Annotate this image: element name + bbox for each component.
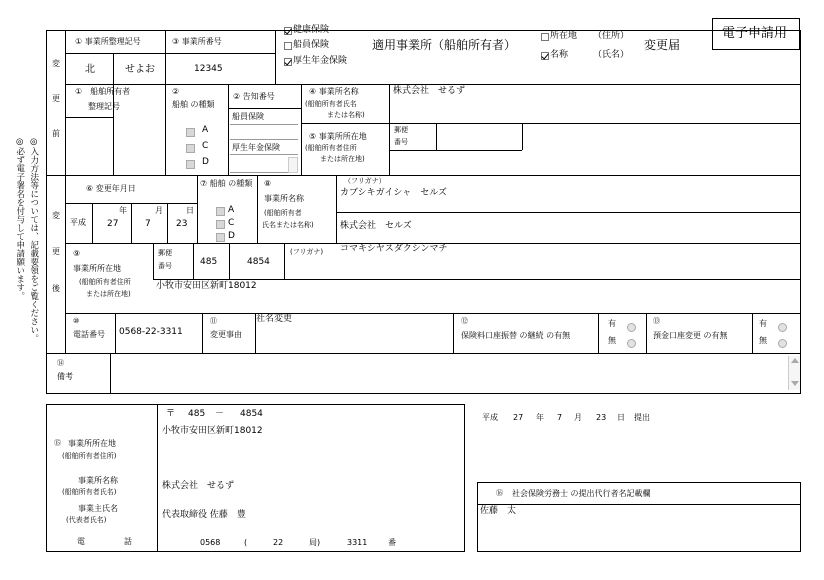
remarks-textarea[interactable] xyxy=(111,354,800,393)
agent-label-number: ⑯ xyxy=(496,489,503,497)
after-address-label-3: (船舶所有者住所 xyxy=(79,278,131,286)
submission-year-label: 年 xyxy=(536,413,544,422)
before-address-label-2: (船舶所有者住所 xyxy=(305,144,357,152)
before-section-label-3: 前 xyxy=(52,129,60,138)
after-month-label: 月 xyxy=(155,206,163,215)
before-name-label-2: (船舶所有者氏名 xyxy=(305,100,357,108)
phone-label: 電話番号 xyxy=(73,330,105,339)
submitter-phone-ban: 番 xyxy=(388,538,396,547)
before-ship-type-c-checkbox[interactable] xyxy=(186,144,195,153)
remarks-label: 備考 xyxy=(57,372,73,381)
after-postal-part1[interactable]: 485 xyxy=(200,257,218,267)
form-title-suffix: 変更届 xyxy=(644,38,681,52)
submission-month-label: 月 xyxy=(574,413,582,422)
after-month-value[interactable]: 7 xyxy=(145,219,151,229)
reason-value[interactable]: 社名変更 xyxy=(256,314,293,324)
submission-day-label: 日 xyxy=(617,413,625,422)
office-number-label: ③ 事業所番号 xyxy=(172,37,222,46)
pension-insurance-label: 厚生年金保険 xyxy=(293,56,348,66)
submission-era: 平成 xyxy=(482,413,498,422)
insurance-transfer-yes-radio[interactable] xyxy=(627,323,636,332)
submission-month[interactable]: 7 xyxy=(557,413,563,422)
before-ship-type-a: A xyxy=(202,125,209,135)
before-name-value[interactable]: 株式会社 せるず xyxy=(393,86,466,96)
after-address-label-4: または所在地) xyxy=(86,290,131,298)
after-name-label-2: 事業所名称 xyxy=(264,194,304,203)
submitter-owner-label-2: (代表者氏名) xyxy=(66,516,107,524)
remarks-label-number: ⑭ xyxy=(57,359,64,367)
phone-label-number: ⑩ xyxy=(73,317,80,325)
submitter-address-label-number: ⑮ xyxy=(54,439,61,447)
side-note-input-method: ◎入力方法等については、記載要領をご覧ください。 xyxy=(28,137,39,343)
submission-suffix: 提出 xyxy=(634,413,650,422)
before-name-label-3: または名称) xyxy=(327,111,365,119)
before-owner-code-label-1: ① 船舶所有者 xyxy=(75,87,131,96)
before-owner-code-label-2: 整理記号 xyxy=(88,102,120,111)
before-ship-type-label-2: 船舶 の種類 xyxy=(172,100,215,109)
submission-year[interactable]: 27 xyxy=(513,413,524,422)
remarks-scrollbar[interactable] xyxy=(788,356,800,390)
seaman-insurance-label: 船員保険 xyxy=(293,40,330,50)
insurance-transfer-no-label: 無 xyxy=(608,336,616,345)
after-name-furigana-label: （フリガナ） xyxy=(344,177,386,185)
scroll-up-icon[interactable] xyxy=(791,358,799,363)
after-day-label: 日 xyxy=(186,206,194,215)
office-code-part1[interactable]: 北 xyxy=(85,64,95,75)
after-address-label-1: ⑨ xyxy=(73,249,81,258)
after-name-value[interactable]: 株式会社 セルズ xyxy=(340,221,412,231)
office-code-label: ① 事業所整理記号 xyxy=(75,37,141,46)
after-section-label-1: 変 xyxy=(52,211,60,220)
submitter-owner-label-1: 事業主氏名 xyxy=(78,504,118,513)
submitter-owner-value[interactable]: 代表取締役 佐藤 豊 xyxy=(162,510,246,520)
agent-label: 社会保険労務士 の提出代行者名記載欄 xyxy=(512,489,651,498)
after-section-label-3: 後 xyxy=(52,284,60,293)
after-section-label-2: 更 xyxy=(52,247,60,256)
office-code-part2[interactable]: せよお xyxy=(125,64,155,75)
insurance-transfer-number: ⑫ xyxy=(461,317,468,325)
change-address-label: 所在地 xyxy=(550,31,578,41)
submitter-postal-part1[interactable]: 485 xyxy=(188,409,206,419)
after-era: 平成 xyxy=(70,218,86,227)
office-number-value[interactable]: 12345 xyxy=(194,64,223,74)
after-name-furigana-value[interactable]: カブシキガイシャ セルズ xyxy=(340,188,447,198)
after-day-value[interactable]: 23 xyxy=(176,219,188,229)
after-ship-type-c-checkbox[interactable] xyxy=(216,220,225,229)
insurance-transfer-label: 保険料口座振替 の継続 の有無 xyxy=(461,331,571,340)
after-ship-type-a: A xyxy=(228,205,235,215)
after-postal-label-1: 郵便 xyxy=(158,249,172,257)
after-name-label-3: (船舶所有者 xyxy=(264,209,302,217)
electronic-application-label: 電子申請用 xyxy=(722,26,788,41)
before-seaman-insurance-label: 船員保険 xyxy=(232,112,264,121)
before-section-label-1: 変 xyxy=(52,59,60,68)
after-name-label-1: ⑧ xyxy=(264,179,272,188)
insurance-transfer-no-radio[interactable] xyxy=(627,339,636,348)
after-date-label: ⑥ 変更年月日 xyxy=(86,184,136,193)
submitter-phone-label-2: 話 xyxy=(124,537,132,546)
after-address-furigana-label: (フリガナ) xyxy=(290,248,324,256)
change-name-label: 名称 xyxy=(550,50,569,60)
before-postal-label-1: 郵便 xyxy=(394,126,408,134)
agent-value[interactable]: 佐藤 太 xyxy=(480,506,517,516)
before-notice-spinner[interactable] xyxy=(288,157,298,173)
before-ship-type-label-1: ② xyxy=(172,87,180,96)
bank-change-no-label: 無 xyxy=(759,336,767,345)
submitter-phone-area[interactable]: 0568 xyxy=(200,538,221,547)
submitter-phone-mid[interactable]: 22 xyxy=(273,538,284,547)
before-pension-label: 厚生年金保険 xyxy=(232,143,280,152)
before-section-label-2: 更 xyxy=(52,94,60,103)
after-postal-part2[interactable]: 4854 xyxy=(247,257,270,267)
submitter-postal-prefix: 〒 xyxy=(166,409,176,419)
submitter-postal-part2[interactable]: 4854 xyxy=(240,409,263,419)
before-ship-type-d: D xyxy=(202,157,209,167)
bank-change-yes-label: 有 xyxy=(759,319,767,328)
before-address-label-1: ⑤ 事業所所在地 xyxy=(309,132,367,141)
after-ship-type-c: C xyxy=(228,218,235,228)
after-postal-label-2: 番号 xyxy=(158,262,172,270)
phone-value[interactable]: 0568-22-3311 xyxy=(119,327,183,337)
before-ship-type-a-checkbox[interactable] xyxy=(186,128,195,137)
submission-day[interactable]: 23 xyxy=(596,413,607,422)
after-address-label-2: 事業所所在地 xyxy=(73,264,121,273)
reason-label-number: ⑪ xyxy=(210,317,217,325)
after-ship-type-d-checkbox[interactable] xyxy=(216,233,225,242)
bank-change-label: 預金口座変更 の有無 xyxy=(653,331,728,340)
bank-change-yes-radio[interactable] xyxy=(778,323,787,332)
submitter-name-label-1: 事業所名称 xyxy=(78,476,118,485)
before-address-label-3: または所在地) xyxy=(320,155,365,163)
submitter-address-label-2: (船舶所有者住所) xyxy=(62,452,117,460)
submitter-name-label-2: (船舶所有者氏名) xyxy=(62,488,117,496)
submitter-phone-last[interactable]: 3311 xyxy=(347,538,368,547)
submitter-address-value[interactable]: 小牧市安田区新町18012 xyxy=(162,426,263,436)
change-name-sub: （氏名） xyxy=(593,50,630,60)
before-name-label-1: ④ 事業所名称 xyxy=(309,87,359,96)
scroll-down-icon[interactable] xyxy=(791,381,799,386)
submitter-phone-open: ( xyxy=(244,538,248,547)
insurance-transfer-yes-label: 有 xyxy=(608,319,616,328)
after-ship-type-d: D xyxy=(228,231,235,241)
submitter-address-label-1: 事業所所在地 xyxy=(68,439,116,448)
reason-label: 変更事由 xyxy=(210,330,242,339)
after-address-furigana-value[interactable]: コマキシヤスダクシンマチ xyxy=(340,244,448,254)
submitter-postal-dash: － xyxy=(215,409,225,419)
before-postal-label-2: 番号 xyxy=(394,138,408,146)
after-year-label: 年 xyxy=(119,206,127,215)
before-ship-type-d-checkbox[interactable] xyxy=(186,160,195,169)
after-year-value[interactable]: 27 xyxy=(107,219,119,229)
after-ship-type-label: ⑦ 船舶 の種類 xyxy=(200,179,253,188)
form-title-main: 適用事業所（船舶所有者） xyxy=(372,38,517,52)
submitter-name-value[interactable]: 株式会社 せるず xyxy=(162,481,235,491)
bank-change-number: ⑬ xyxy=(653,317,660,325)
side-note-signature: ◎必ず電子署名を付与して申請願います。 xyxy=(14,137,25,300)
change-address-sub: （住所） xyxy=(593,31,630,41)
submitter-phone-label-1: 電 xyxy=(77,537,85,546)
health-insurance-label: 健康保険 xyxy=(293,25,330,35)
after-name-label-4: 氏名または名称) xyxy=(262,221,314,229)
before-ship-type-c: C xyxy=(202,141,209,151)
bank-change-no-radio[interactable] xyxy=(778,339,787,348)
after-ship-type-a-checkbox[interactable] xyxy=(216,207,225,216)
submitter-phone-kyoku: 局) xyxy=(309,538,321,547)
before-notice-number-label: ② 告知番号 xyxy=(233,92,275,101)
after-address-value[interactable]: 小牧市安田区新町18012 xyxy=(156,281,257,291)
